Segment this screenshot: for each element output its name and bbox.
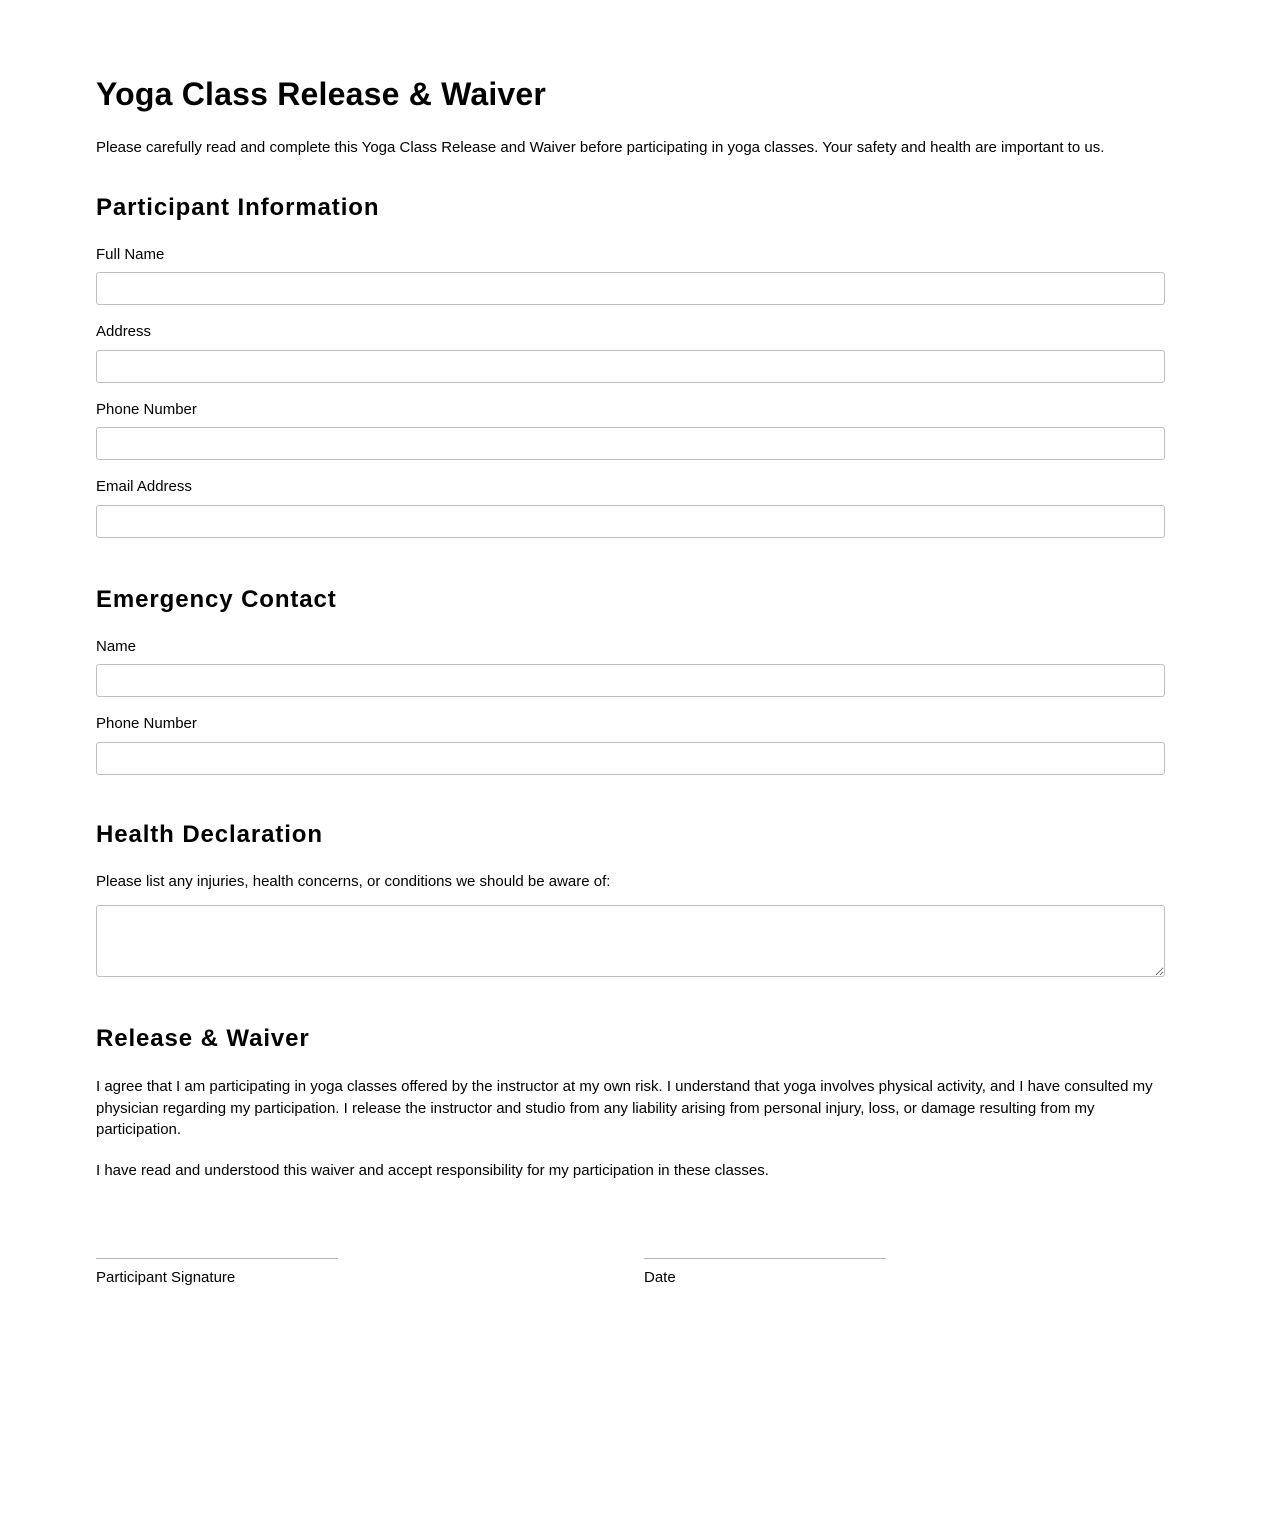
intro-paragraph: Please carefully read and complete this Yoga Class Release and Waiver before participating in yoga classes. Your safety and health are important to us. (96, 138, 1105, 156)
field-address (96, 322, 1165, 383)
section-participant-information (96, 194, 1165, 538)
input-emergency-name[interactable] (96, 664, 1165, 697)
input-email-address[interactable] (96, 505, 1165, 538)
signature-block-date (644, 1258, 886, 1288)
section-heading-release-waiver: Release & Waiver (96, 1025, 310, 1053)
signature-block-participant (96, 1258, 338, 1288)
section-heading-participant-information: Participant Information (96, 194, 380, 222)
label-email-address: Email Address (96, 478, 192, 496)
input-emergency-phone-number[interactable] (96, 742, 1165, 775)
section-heading-emergency-contact: Emergency Contact (96, 585, 337, 613)
label-emergency-phone-number: Phone Number (96, 715, 197, 733)
label-address: Address (96, 323, 152, 341)
section-release-waiver (96, 1025, 1165, 1181)
signature-caption-date: Date (644, 1269, 676, 1287)
label-emergency-name: Name (96, 637, 137, 655)
page-bottom-spacer (96, 1288, 1165, 1498)
page-title: Yoga Class Release & Waiver (96, 76, 547, 112)
health-declaration-prompt: Please list any injuries, health concerns, or conditions we should be aware of: (96, 873, 611, 891)
signature-caption-participant: Participant Signature (96, 1269, 236, 1287)
field-email-address (96, 477, 1165, 538)
release-paragraph-risk: I agree that I am participating in yoga classes offered by the instructor at my own risk. I understand that yoga involves physical activity, and I have consulted my physician regarding my participation. I release the instructor and studio from any liability arising from personal injury, loss, or damage resulting from my participation. (96, 1078, 1153, 1138)
signature-line-date[interactable] (644, 1258, 886, 1259)
signature-row (96, 1258, 1165, 1288)
field-phone-number (96, 400, 1165, 461)
section-heading-health-declaration: Health Declaration (96, 820, 323, 848)
field-full-name (96, 245, 1165, 306)
label-phone-number: Phone Number (96, 400, 197, 418)
section-health-declaration (96, 821, 1165, 978)
field-emergency-name (96, 637, 1165, 698)
field-emergency-phone-number (96, 714, 1165, 775)
section-emergency-contact (96, 586, 1165, 775)
label-full-name: Full Name (96, 245, 165, 263)
release-paragraph-acknowledgement: I have read and understood this waiver and accept responsibility for my participation in these classes. (96, 1162, 769, 1180)
signature-line-participant[interactable] (96, 1258, 338, 1259)
input-health-notes[interactable] (96, 905, 1165, 977)
input-phone-number[interactable] (96, 427, 1165, 460)
input-full-name[interactable] (96, 272, 1165, 305)
input-address[interactable] (96, 350, 1165, 383)
